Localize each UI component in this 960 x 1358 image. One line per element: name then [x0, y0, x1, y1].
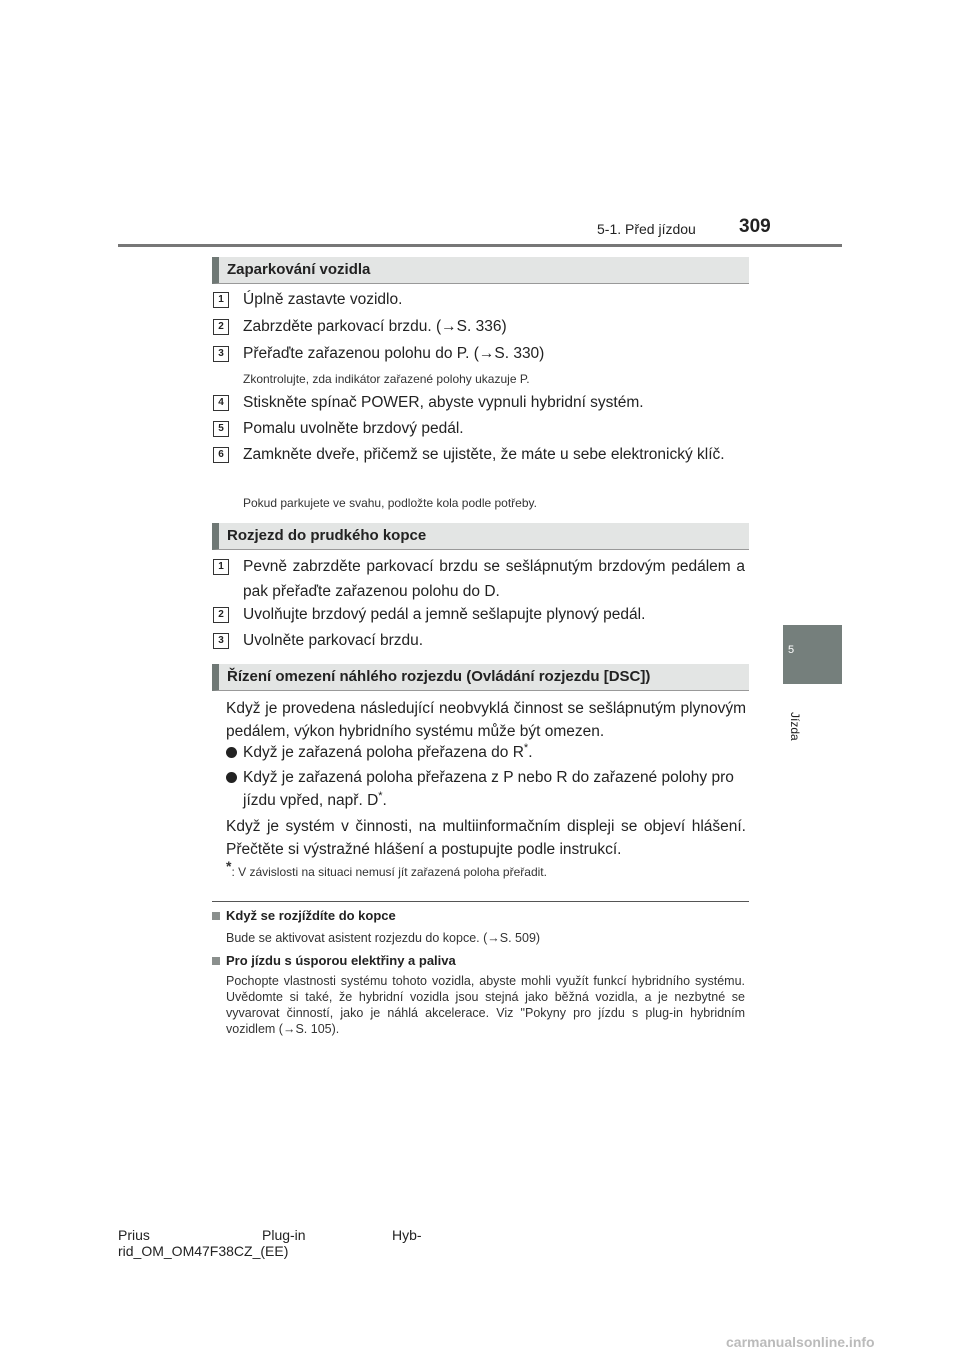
info-square-marker: [212, 912, 220, 920]
info-square-marker: [212, 957, 220, 965]
section-heading-hill-start: Rozjezd do prudkého kopce: [212, 523, 749, 550]
parking-step-6: Zamkněte dveře, přičemž se ujistěte, že máte u sebe elektronický klíč.: [243, 446, 725, 463]
bullet-dot: [226, 747, 237, 758]
bullet-dot: [226, 772, 237, 783]
step-number-box: 3: [213, 346, 229, 362]
footer-model-a: Prius: [118, 1227, 150, 1243]
hill-start-step-2: Uvolňujte brzdový pedál a jemně sešlapujte plynový pedál.: [243, 606, 646, 623]
parking-step-1: Úplně zastavte vozidlo.: [243, 291, 403, 308]
step-number-box: 1: [213, 559, 229, 575]
running-header-section: 5-1. Před jízdou: [597, 221, 696, 237]
info-text-hill: Bude se aktivovat asistent rozjezdu do kopce. (→S. 509): [226, 931, 541, 945]
step-number-box: 4: [213, 395, 229, 411]
info-title-hill: Když se rozjíždíte do kopce: [226, 908, 396, 923]
page-number: 309: [739, 216, 771, 237]
watermark: carmanualsonline.info: [726, 1334, 875, 1350]
step-number-box: 2: [213, 319, 229, 335]
parking-step-2: Zabrzděte parkovací brzdu. (→S. 336): [243, 318, 507, 335]
hill-start-step-1: Pevně zabrzděte parkovací brzdu se sešlápnutým brzdovým pedálem a pak přeřaďte zařazenou polohu do D.: [243, 558, 745, 600]
parking-note-indicator: Zkontrolujte, zda indikátor zařazené polohy ukazuje P.: [243, 372, 530, 386]
footer-doc-code: rid_OM_OM47F38CZ_(EE): [118, 1243, 289, 1259]
chapter-tab-label-wrap: [780, 712, 810, 772]
step-number-box: 3: [213, 633, 229, 649]
dsc-intro: Když je provedena následující neobvyklá činnost se sešlápnutým plynovým pedálem, výkon hybridního systému může být omezen.: [226, 700, 746, 740]
footer-model-b: Plug-in: [262, 1227, 306, 1243]
step-number-box: 2: [213, 607, 229, 623]
dsc-bullet-1: Když je zařazená poloha přeřazena do R*.: [226, 741, 746, 764]
parking-step-4: Stiskněte spínač POWER, abyste vypnuli hybridní systém.: [243, 394, 644, 411]
section-heading-dsc: Řízení omezení náhlého rozjezdu (Ovládání rozjezdu [DSC]): [212, 664, 749, 691]
section-divider: [212, 901, 749, 902]
header-rule: [118, 244, 842, 247]
footer-model-c: Hyb-: [392, 1227, 422, 1243]
info-text-eco: Pochopte vlastnosti systému tohoto vozidla, abyste mohli využít funkcí hybridního systému. Uvědomte si také, že hybridní vozidla jsou stejná jako běžná vozidla, a je nezbytné se vyvarovat činností, jako je náhlá akcelerace. Viz "Pokyny pro jízdu s plug-in hybridním vozidlem (→S. 105).: [226, 974, 745, 1036]
parking-step-3: Přeřaďte zařazenou polohu do P. (→S. 330): [243, 345, 545, 362]
step-number-box: 6: [213, 447, 229, 463]
parking-note-slope: Pokud parkujete ve svahu, podložte kola podle potřeby.: [243, 496, 537, 510]
hill-start-step-3: Uvolněte parkovací brzdu.: [243, 632, 424, 649]
step-number-box: 1: [213, 292, 229, 308]
dsc-footnote: *: V závislosti na situaci nemusí jít zařazená poloha přeřadit.: [226, 858, 547, 879]
dsc-after: Když je systém v činnosti, na multiinformačním displeji se objeví hlášení. Přečtěte si výstražné hlášení a postupujte podle instrukcí.: [226, 818, 746, 858]
parking-step-5: Pomalu uvolněte brzdový pedál.: [243, 420, 464, 437]
dsc-bullet-2: Když je zařazená poloha přeřazena z P nebo R do zařazené polohy pro jízdu vpřed, např. D*.: [226, 766, 746, 812]
chapter-tab-label: Jízda: [788, 712, 802, 741]
section-heading-parking: Zaparkování vozidla: [212, 257, 749, 284]
chapter-tab-number: 5: [788, 644, 795, 656]
info-title-eco: Pro jízdu s úsporou elektřiny a paliva: [226, 953, 456, 968]
step-number-box: 5: [213, 421, 229, 437]
